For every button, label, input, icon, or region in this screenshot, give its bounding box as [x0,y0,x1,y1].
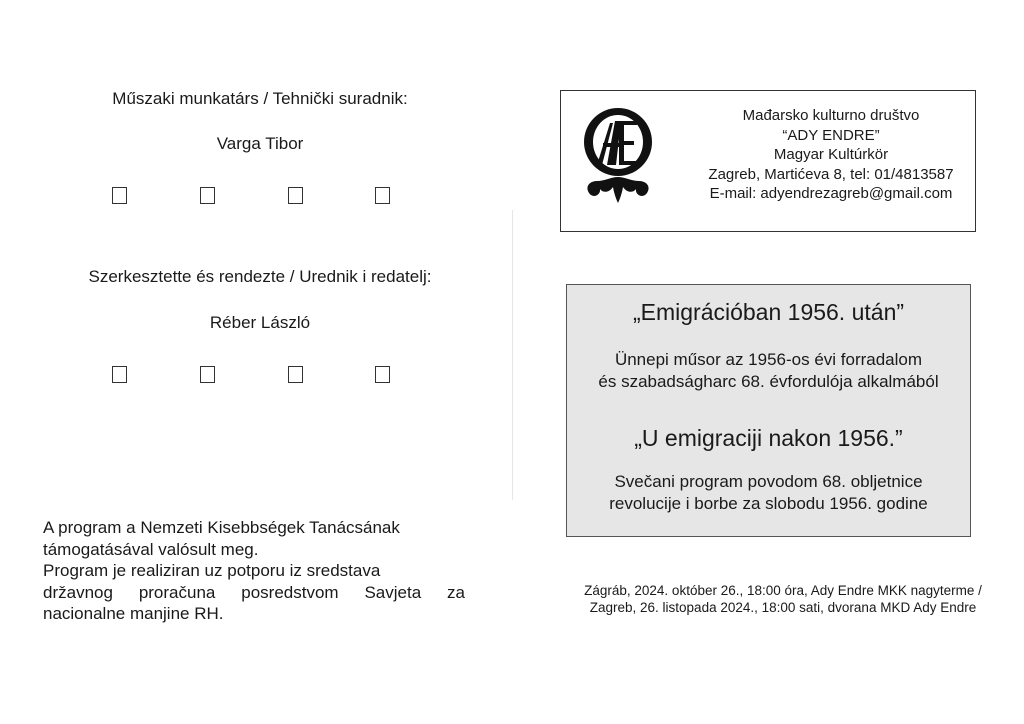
checkbox-square [200,187,215,204]
sponsor-hr-line: Program je realiziran uz potporu iz sredstava [43,561,381,580]
checkbox-square [375,366,390,383]
organization-details [689,106,973,204]
checkbox-square [375,187,390,204]
editor-credit-name: Réber László [209,313,311,332]
fold-line [512,210,513,500]
organization-box [560,90,976,232]
ady-endre-ae-monogram-logo-icon [583,107,655,207]
program-title-box [566,284,971,537]
event-date-venue [560,582,1006,616]
sponsor-hu-line: A program a Nemzeti Kisebbségek Tanácsának [43,518,400,537]
editor-credit-label: Szerkesztette és rendezte / Urednik i redatelj: [88,267,432,286]
checkbox-square [288,366,303,383]
technical-credit-label: Műszaki munkatárs / Tehnički suradnik: [112,89,408,108]
event-date-venue-hu: Zágráb, 2024. október 26., 18:00 óra, Ady Endre MKK nagyterme / [584,583,982,598]
program-title-hu: „Emigrációban 1956. után” [632,299,905,325]
technical-credit-name: Varga Tibor [216,134,304,153]
checkbox-square [112,366,127,383]
program-title-hr: „U emigraciji nakon 1956.” [634,425,903,451]
program-subtitle-hu-line: és szabadságharc 68. évfordulója alkalmából [598,372,939,391]
organization-address: Zagreb, Martićeva 8, tel: 01/4813587 [708,165,954,183]
organization-name-hr: Mađarsko kulturno društvo [742,107,920,124]
program-subtitle-hr-line: Svečani program povodom 68. obljetnice [614,472,923,491]
checkbox-square [200,366,215,383]
sponsor-hr-line: državnog proračuna posredstvom Savjeta za [43,582,465,602]
organization-email: E-mail: adyendrezagreb@gmail.com [709,185,953,203]
sponsor-hr-line: nacionalne manjine RH. [43,604,224,623]
technical-checkbox-row [112,187,402,205]
program-subtitle-hu-line: Ünnepi műsor az 1956-os évi forradalom [614,350,923,369]
organization-name-quoted: “ADY ENDRE” [782,126,880,144]
sponsor-hu-line: támogatásával valósult meg. [43,539,259,559]
organization-name-hu: Magyar Kultúrkör [773,146,889,164]
checkbox-square [288,187,303,204]
checkbox-square [112,187,127,204]
editor-checkbox-row [112,366,402,384]
sponsor-note [43,517,465,625]
program-subtitle-hr-line: revolucije i borbe za slobodu 1956. godine [609,494,928,513]
event-date-venue-hr: Zagreb, 26. listopada 2024., 18:00 sati, dvorana MKD Ady Endre [589,600,977,615]
